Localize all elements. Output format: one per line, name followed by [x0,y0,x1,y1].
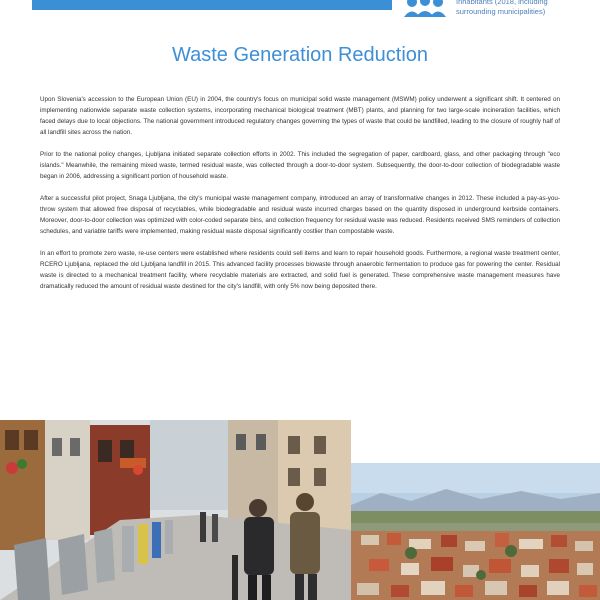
paragraph-eu-accession: Upon Slovenia's accession to the European Union (EU) in 2004, the country's focus on municipal solid waste management (MSWM) policy underwent a significant shift. It centered on implementing nationwide separate waste collection systems, incorporating mechanical biological treatment (MBT) plants, and planning for two large-scale incineration facilities, which faced delays due to local objections. The national government introduced regulatory changes governing the types of waste that could be landfilled, leading to the closure of roughly half of all landfill sites across the nation. [40,96,560,136]
header-caption [456,0,596,17]
header-accent-bar [32,0,392,10]
page-title: Waste Generation Reduction [171,44,429,66]
city-panorama-photo [351,463,600,600]
header-caption-line-1: Inhabitants (2018, including [456,0,548,6]
paragraph-separate-collection: Prior to the national policy changes, Ljubljana initiated separate collection efforts in 2002. This included the segregation of paper, cardboard, glass, and other packaging through "eco islands." Meanwhile, the remaining mixed waste, termed residual waste, was collected through a door-to-door system. Subsequently, the door-to-door collection of biodegradable waste began in 2006, addressing a significant portion of household waste. [40,151,560,180]
paragraph-snaga-changes: After a successful pilot project, Snaga Ljubljana, the city's municipal waste management company, introduced an array of transformative changes in 2012. These included a pay-as-you-throw system that allowed free disposal of recyclables, while biodegradable and residual waste incurred charges based on the quantity disposed in underground kerbside containers. Moreover, door-to-door collection was optimized with color-coded separate bins, and collection frequency for residual waste was reduced. Residents received SMS reminders of collection schedules, and variable tariffs were implemented, making residual waste disposal significantly costlier than compostable waste. [40,195,560,235]
header-caption-line-2: surrounding municipalities) [456,7,546,16]
paragraph-zero-waste: In an effort to promote zero waste, re-use centers were established where residents could sell items and learn to repair household goods. Furthermore, a regional waste treatment center, RCERO Ljubljana, replaced the old Ljubljana landfill in 2015. This advanced facility processes biowaste through anaerobic fermentation to produce gas for powering the center. Residual waste is directed to a mechanical treatment facility, where recyclable materials are extracted, and solid fuel is generated. These comprehensive waste management measures have dramatically reduced the amount of residual waste destined for the city's landfill, with only 5% now being deposited there. [40,250,560,290]
street-photo [0,420,351,600]
people-icon [402,0,448,18]
body-text [40,94,560,303]
